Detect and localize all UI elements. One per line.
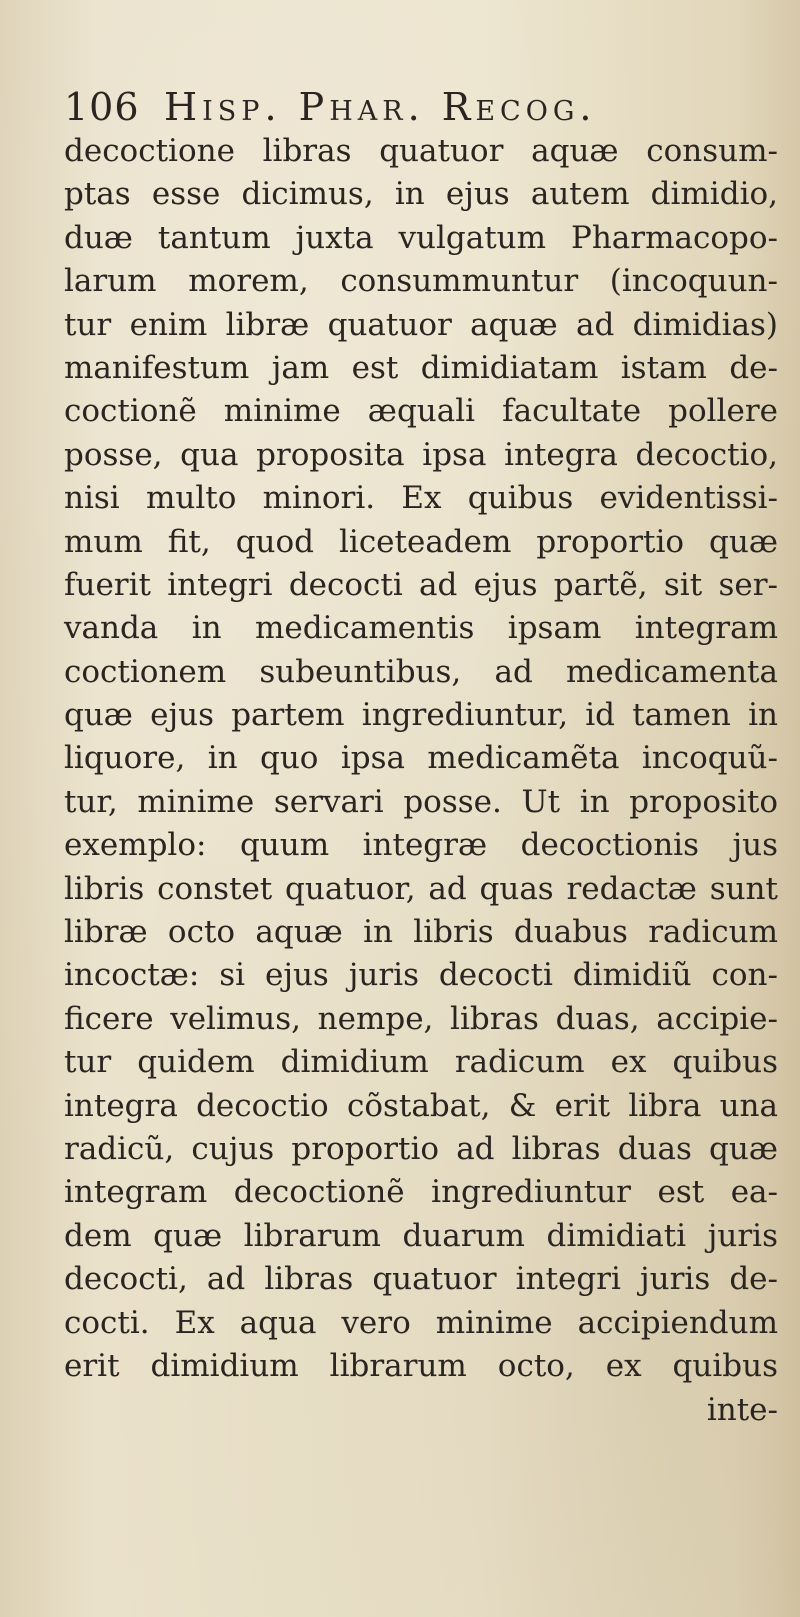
text-line: integra decoctio cõstabat, & erit libra una xyxy=(64,1087,778,1124)
text-line: manifestum jam est dimidiatam istam de- xyxy=(64,349,778,386)
text-line: integram decoctionẽ ingrediuntur est ea- xyxy=(64,1174,778,1211)
text-line: duæ tantum juxta vulgatum Pharmacopo- xyxy=(64,219,778,256)
text-line: exemplo: quum integræ decoctionis jus xyxy=(64,827,778,864)
text-line: cocti. Ex aqua vero minime accipiendum xyxy=(64,1304,778,1341)
text-line: incoctæ: si ejus juris decocti dimidiũ con- xyxy=(64,957,778,994)
running-header xyxy=(64,84,784,130)
text-line: decocti, ad libras quatuor integri juris de- xyxy=(64,1261,778,1298)
text-line: vanda in medicamentis ipsam integram xyxy=(64,610,778,647)
text-line: quæ ejus partem ingrediuntur, id tamen in xyxy=(64,697,778,734)
text-line: radicũ, cujus proportio ad libras duas quæ xyxy=(64,1130,778,1167)
catchword: inte- xyxy=(706,1392,778,1429)
text-line: tur, minime servari posse. Ut in proposito xyxy=(64,783,778,820)
text-line: tur quidem dimidium radicum ex quibus xyxy=(64,1044,778,1081)
text-line: tur enim libræ quatuor aquæ ad dimidias) xyxy=(64,306,778,343)
text-line: decoctione libras quatuor aquæ consum- xyxy=(64,133,778,169)
text-line: coctionem subeuntibus, ad medicamenta xyxy=(64,653,778,690)
text-line: libris constet quatuor, ad quas redactæ sunt xyxy=(64,870,778,907)
running-head: Hisp. Phar. Recog. xyxy=(164,85,597,129)
text-line: posse, qua proposita ipsa integra decoctio, xyxy=(64,436,778,473)
text-line: libræ octo aquæ in libris duabus radicum xyxy=(64,914,778,951)
text-line: dem quæ librarum duarum dimidiati juris xyxy=(64,1217,778,1254)
text-line: larum morem, consummuntur (incoquun- xyxy=(64,263,778,300)
text-line: liquore, in quo ipsa medicamẽta incoquũ- xyxy=(64,740,778,777)
text-line: mum fit, quod liceteadem proportio quæ xyxy=(64,523,778,560)
text-line: erit dimidium librarum octo, ex quibus xyxy=(64,1347,778,1384)
text-block xyxy=(64,84,784,1432)
text-line: fuerit integri decocti ad ejus partẽ, sit ser- xyxy=(64,566,778,603)
body-text xyxy=(64,130,784,1432)
text-line: ficere velimus, nempe, libras duas, accipie- xyxy=(64,1000,778,1037)
text-line: ptas esse dicimus, in ejus autem dimidio, xyxy=(64,176,778,213)
page-number: 106 xyxy=(64,85,140,129)
text-line: coctionẽ minime æquali facultate pollere xyxy=(64,393,778,430)
text-line: nisi multo minori. Ex quibus evidentissi- xyxy=(64,480,778,517)
